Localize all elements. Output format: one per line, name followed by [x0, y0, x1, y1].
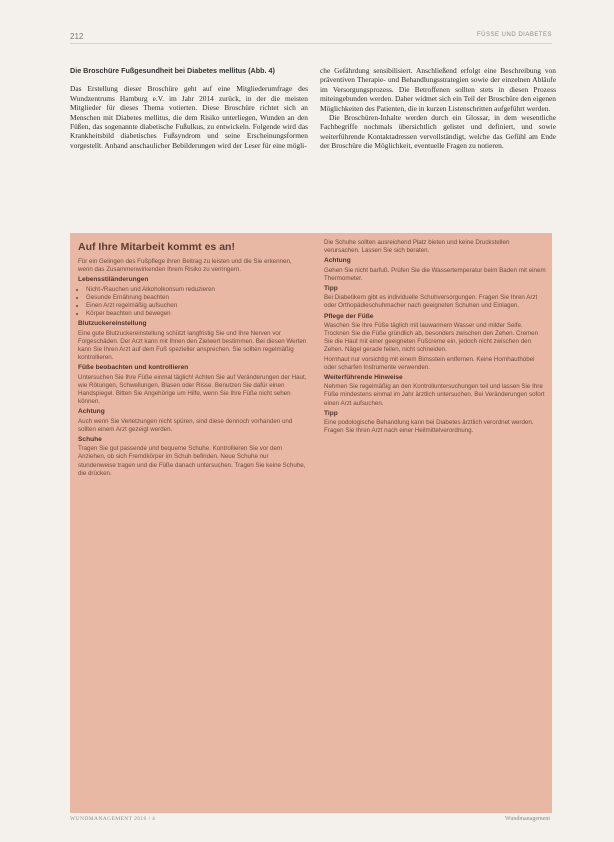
article-paragraph-2: che Gefährdung sensibilisiert. Anschließend erfolgt eine Beschreibung von präventiven Therapie- und Behandlungsstrategien sowie der einzelnen Abläufe im Versorgungsprozess. Die Betroffenen sollten stets in diesen Prozess miteingebunden werden. Daher widmet sich ein Teil der Broschüre den eigenen Möglichkeiten des Patienten, die in kurzen Listenschritten aufgeführt werden. [320, 66, 556, 113]
info-box-title: Auf Ihre Mitarbeit kommt es an! [78, 241, 235, 253]
info-box-intro: Für ein Gelingen des Fußpflege ihren Beitrag zu leisten und die Sie erkennen, wenn das Zusammenwirkenden Ihrem Risiko zu verringern. [78, 258, 292, 274]
list-item: • Gesunde Ernährung beachten [86, 294, 308, 302]
section-heading: Blutzuckereinstellung [78, 320, 147, 328]
info-box-right-column [324, 239, 546, 436]
section-heading: Tipp [324, 409, 338, 417]
article-heading: Die Broschüre Fußgesundheit bei Diabetes mellitus (Abb. 4) [70, 66, 275, 75]
section-text: Untersuchen Sie Ihre Füße einmal täglich! Achten Sie auf Veränderungen der Haut, wie Rötungen, Schwellungen, Blasen oder Risse. Benutzen Sie dafür einen Handspiegel. Bitten Sie Angehörige um Hilfe, wenn Sie Ihre Füße nicht sehen können. [78, 373, 307, 406]
section-heading: Füße beobachten und kontrollieren [78, 364, 189, 372]
section-heading: Schuhe [78, 436, 102, 444]
article-paragraph-1: Das Erstellung dieser Broschüre geht auf eine Mitgliederumfrage des Wundzentrums Hamburg e.V. im Jahr 2014 zurück, in der die meisten Mitglieder für dieses Thema votierten. Diese Broschüre richtet sich an Menschen mit Diabetes mellitus, die dem Risiko unterliegen, Wunden an den Füßen, das sogenannte diabetische Fußulkus, zu entwickeln. Folgende wird das Krankheitsbild diabetisches Fußsyndrom und seine Erscheinungsformen vorgestellt. Anhand anschaulicher Bebilderungen wird der Leser für eine mögli- [70, 84, 308, 150]
article-paragraph-3: Die Broschüren-Inhalte werden durch ein Glossar, in dem wesentliche Fachbegriffe nochmals übersichtlich gelistet und definiert, und sowie weiterführende Kontaktadressen vervollständigt, welche das Gefühl am Ende der Broschüre die Möglichkeit, eventuelle Fragen zu notieren. [320, 113, 556, 151]
article-column-left [70, 66, 308, 150]
list-item: • Einen Arzt regelmäßig aufsuchen [86, 302, 308, 310]
header-rule [70, 43, 552, 44]
running-head: FÜSSE UND DIABETES [476, 32, 552, 38]
list-item: • Nicht-/Rauchen und Alkoholkonsum reduzieren [86, 286, 308, 294]
list-item: • Körper beachten und bewegen [86, 310, 308, 318]
section-heading: Achtung [324, 257, 351, 265]
section-text: Waschen Sie Ihre Füße täglich mit lauwarmem Wasser und milder Seife. Trocknen Sie die Füße gründlich ab, besonders zwischen den Zehen. Cremen Sie die Haut mit einer geeigneten Fußcreme ein, jedoch nicht zwischen den Zehen. Nägel gerade feilen, nicht schneiden. [324, 321, 539, 354]
section-text: Eine gute Blutzuckereinstellung schützt langfristig Sie und Ihre Nerven vor Folgeschäden. Der Arzt kann mit Ihnen den Zielwert bestimmen. Bei diesen Werten kann Sie Ihren Arzt auf dem Fuß spezieller ansprechen. Sie sollten regelmäßig kontrollieren. [78, 329, 307, 362]
footer-right: Wundmanagement [504, 816, 550, 822]
section-heading: Tipp [324, 285, 338, 293]
page-number: 212 [70, 32, 84, 41]
info-box [70, 233, 552, 813]
section-text: Die Schuhe sollten ausreichend Platz bieten und keine Druckstellen verursachen. Lassen Sie sich beraten. [324, 239, 510, 255]
info-box-left-column [78, 241, 308, 479]
section-text: Tragen Sie gut passende und bequeme Schuhe. Kontrollieren Sie vor dem Anziehen, ob sich Fremdkörper im Schuh befinden. Neue Schuhe nur stundenweise tragen und die Füße danach untersuchen. Tragen Sie keine Schuhe, die drücken. [78, 445, 306, 477]
section-heading: Lebensstiländerungen [78, 276, 149, 284]
section-heading: Pflege der Füße [324, 312, 374, 320]
footer-left: WUNDMANAGEMENT 2016 / 4 [70, 816, 156, 822]
section-text: Eine podologische Behandlung kann bei Diabetes ärztlich verordnet werden. Fragen Sie Ihren Arzt nach einer Heilmittelverordnung. [324, 419, 534, 435]
section-heading: Weiterführende Hinweise [324, 374, 403, 382]
section-text: Gehen Sie nicht barfuß. Prüfen Sie die Wassertemperatur beim Baden mit einem Thermometer. [324, 266, 546, 282]
section-text: Bei Diabetikern gibt es individuelle Schuhversorgungen. Fragen Sie Ihren Arzt oder Orthopädieschuhmacher nach geeigneten Schuhen und Einlagen. [324, 294, 538, 310]
article-column-right [320, 66, 556, 151]
section-text: Nehmen Sie regelmäßig an den Kontrolluntersuchungen teil und lassen Sie Ihre Füße mindestens einmal im Jahr ärztlich untersuchen. Bei Veränderungen sofort einen Arzt aufsuchen. [324, 383, 545, 407]
section-text: Hornhaut nur vorsichtig mit einem Bimsstein entfernen. Keine Hornhauthobel oder scharfen Instrumente verwenden. [324, 355, 535, 371]
section-text: Auch wenn Sie Verletzungen nicht spüren, sind diese dennoch vorhanden und sollten einem Arzt gezeigt werden. [78, 417, 293, 433]
section-heading: Achtung [78, 408, 105, 416]
lifestyle-list [78, 286, 308, 319]
